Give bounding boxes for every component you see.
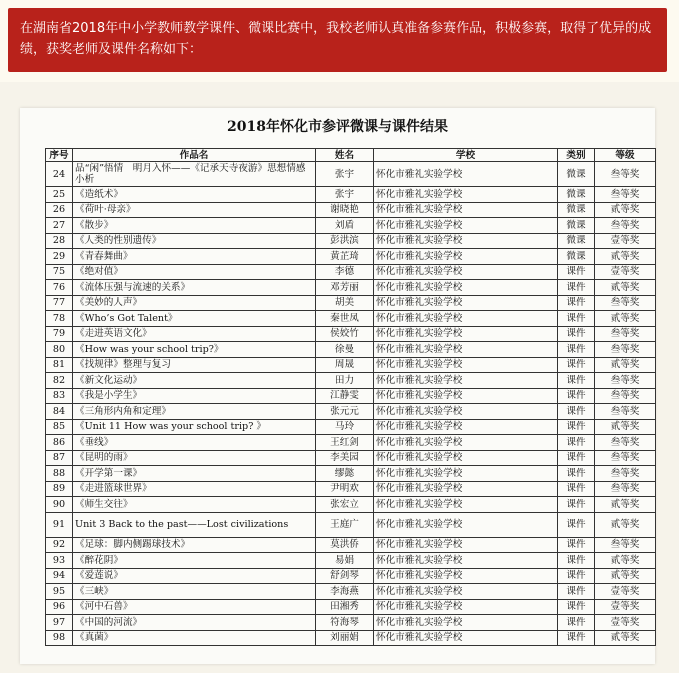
cell-school: 怀化市雅礼实验学校: [374, 280, 558, 296]
cell-grade: 叁等奖: [595, 481, 656, 497]
cell-no: 80: [46, 342, 73, 358]
cell-category: 课件: [558, 264, 595, 280]
cell-no: 91: [46, 512, 73, 537]
table-row: [46, 497, 656, 513]
cell-school: 怀化市雅礼实验学校: [374, 512, 558, 537]
cell-grade: 叁等奖: [595, 537, 656, 553]
cell-school: 怀化市雅礼实验学校: [374, 264, 558, 280]
table-row: [46, 450, 656, 466]
cell-name: 黄芷琦: [316, 249, 374, 265]
cell-name: 邓芳丽: [316, 280, 374, 296]
cell-no: 84: [46, 404, 73, 420]
cell-name: 莫洪侨: [316, 537, 374, 553]
cell-name: 李海燕: [316, 584, 374, 600]
table-row: [46, 630, 656, 646]
cell-name: 张元元: [316, 404, 374, 420]
announcement-banner: [8, 8, 667, 72]
cell-grade: 贰等奖: [595, 497, 656, 513]
cell-school: 怀化市雅礼实验学校: [374, 599, 558, 615]
cell-no: 86: [46, 435, 73, 451]
cell-title: 《爱莲说》: [73, 568, 316, 584]
cell-name: 李德: [316, 264, 374, 280]
cell-no: 92: [46, 537, 73, 553]
cell-title: 《How was your school trip?》: [73, 342, 316, 358]
cell-title: 《Unit 11 How was your school trip? 》: [73, 419, 316, 435]
cell-no: 88: [46, 466, 73, 482]
cell-name: 马玲: [316, 419, 374, 435]
cell-grade: 叁等奖: [595, 162, 656, 187]
cell-school: 怀化市雅礼实验学校: [374, 419, 558, 435]
cell-category: 课件: [558, 584, 595, 600]
cell-no: 85: [46, 419, 73, 435]
table-row: [46, 342, 656, 358]
document-photo: [20, 108, 655, 664]
cell-grade: 贰等奖: [595, 419, 656, 435]
table-row: [46, 419, 656, 435]
cell-grade: 贰等奖: [595, 311, 656, 327]
cell-school: 怀化市雅礼实验学校: [374, 497, 558, 513]
cell-category: 课件: [558, 450, 595, 466]
cell-no: 95: [46, 584, 73, 600]
cell-name: 符海琴: [316, 615, 374, 631]
cell-school: 怀化市雅礼实验学校: [374, 584, 558, 600]
cell-grade: 贰等奖: [595, 202, 656, 218]
cell-school: 怀化市雅礼实验学校: [374, 404, 558, 420]
table-row: [46, 568, 656, 584]
cell-grade: 壹等奖: [595, 615, 656, 631]
cell-school: 怀化市雅礼实验学校: [374, 295, 558, 311]
cell-category: 课件: [558, 280, 595, 296]
cell-name: 彭洪滨: [316, 233, 374, 249]
cell-grade: 叁等奖: [595, 218, 656, 234]
cell-grade: 叁等奖: [595, 373, 656, 389]
cell-school: 怀化市雅礼实验学校: [374, 388, 558, 404]
cell-title: 《走进英语文化》: [73, 326, 316, 342]
cell-name: 舒剑琴: [316, 568, 374, 584]
cell-grade: 贰等奖: [595, 568, 656, 584]
cell-name: 易娟: [316, 553, 374, 569]
cell-category: 课件: [558, 537, 595, 553]
cell-name: 王庭广: [316, 512, 374, 537]
table-row: [46, 466, 656, 482]
table-row: [46, 357, 656, 373]
cell-category: 课件: [558, 599, 595, 615]
cell-category: 微课: [558, 249, 595, 265]
table-row: [46, 553, 656, 569]
cell-category: 课件: [558, 295, 595, 311]
cell-category: 微课: [558, 218, 595, 234]
table-row: [46, 584, 656, 600]
cell-name: 周晟: [316, 357, 374, 373]
cell-no: 79: [46, 326, 73, 342]
cell-title: 《我是小学生》: [73, 388, 316, 404]
col-header-name: 姓名: [316, 149, 374, 162]
cell-category: 微课: [558, 233, 595, 249]
cell-grade: 壹等奖: [595, 599, 656, 615]
table-row: [46, 233, 656, 249]
cell-title: 品“闲”悟情 明月入怀——《记承天寺夜游》思想情感小析: [73, 162, 316, 187]
cell-name: 侯姣竹: [316, 326, 374, 342]
cell-school: 怀化市雅礼实验学校: [374, 553, 558, 569]
table-row: [46, 162, 656, 187]
cell-no: 28: [46, 233, 73, 249]
cell-school: 怀化市雅礼实验学校: [374, 435, 558, 451]
cell-title: 《师生交往》: [73, 497, 316, 513]
cell-title: 《荷叶·母亲》: [73, 202, 316, 218]
table-header-row: [46, 149, 656, 162]
cell-no: 27: [46, 218, 73, 234]
cell-grade: 壹等奖: [595, 233, 656, 249]
cell-category: 课件: [558, 311, 595, 327]
cell-no: 98: [46, 630, 73, 646]
cell-category: 课件: [558, 388, 595, 404]
cell-grade: 叁等奖: [595, 295, 656, 311]
cell-school: 怀化市雅礼实验学校: [374, 481, 558, 497]
table-row: [46, 249, 656, 265]
cell-name: 张宇: [316, 162, 374, 187]
cell-category: 课件: [558, 481, 595, 497]
cell-grade: 壹等奖: [595, 264, 656, 280]
cell-title: 《河中石兽》: [73, 599, 316, 615]
cell-no: 25: [46, 187, 73, 203]
cell-grade: 贰等奖: [595, 280, 656, 296]
cell-no: 82: [46, 373, 73, 389]
cell-title: 《昆明的雨》: [73, 450, 316, 466]
cell-name: 徐曼: [316, 342, 374, 358]
results-table: [45, 148, 656, 646]
cell-school: 怀化市雅礼实验学校: [374, 466, 558, 482]
cell-no: 81: [46, 357, 73, 373]
cell-school: 怀化市雅礼实验学校: [374, 630, 558, 646]
cell-name: 刘丽娟: [316, 630, 374, 646]
cell-no: 96: [46, 599, 73, 615]
cell-grade: 叁等奖: [595, 404, 656, 420]
cell-title: Unit 3 Back to the past——Lost civilizations: [73, 512, 316, 537]
table-row: [46, 187, 656, 203]
cell-school: 怀化市雅礼实验学校: [374, 187, 558, 203]
cell-category: 课件: [558, 419, 595, 435]
cell-no: 26: [46, 202, 73, 218]
cell-school: 怀化市雅礼实验学校: [374, 326, 558, 342]
table-row: [46, 599, 656, 615]
cell-no: 89: [46, 481, 73, 497]
cell-school: 怀化市雅礼实验学校: [374, 311, 558, 327]
cell-no: 93: [46, 553, 73, 569]
cell-no: 78: [46, 311, 73, 327]
cell-no: 77: [46, 295, 73, 311]
table-row: [46, 264, 656, 280]
cell-grade: 叁等奖: [595, 466, 656, 482]
cell-category: 微课: [558, 202, 595, 218]
cell-title: 《美妙的人声》: [73, 295, 316, 311]
cell-school: 怀化市雅礼实验学校: [374, 373, 558, 389]
table-row: [46, 218, 656, 234]
cell-category: 课件: [558, 512, 595, 537]
cell-name: 江静雯: [316, 388, 374, 404]
cell-no: 76: [46, 280, 73, 296]
table-row: [46, 311, 656, 327]
cell-grade: 贰等奖: [595, 249, 656, 265]
cell-title: 《散步》: [73, 218, 316, 234]
cell-name: 张宏立: [316, 497, 374, 513]
cell-name: 胡美: [316, 295, 374, 311]
table-row: [46, 388, 656, 404]
cell-category: 课件: [558, 615, 595, 631]
cell-name: 田力: [316, 373, 374, 389]
cell-title: 《新文化运动》: [73, 373, 316, 389]
table-row: [46, 404, 656, 420]
cell-title: 《足球：脚内侧踢球技术》: [73, 537, 316, 553]
cell-no: 90: [46, 497, 73, 513]
cell-school: 怀化市雅礼实验学校: [374, 162, 558, 187]
document-title: 2018年怀化市参评微课与课件结果: [227, 119, 448, 135]
cell-title: 《醉花阴》: [73, 553, 316, 569]
cell-category: 课件: [558, 553, 595, 569]
cell-category: 课件: [558, 497, 595, 513]
cell-name: 缪懿: [316, 466, 374, 482]
cell-grade: 叁等奖: [595, 388, 656, 404]
cell-category: 课件: [558, 404, 595, 420]
cell-name: 李美园: [316, 450, 374, 466]
cell-title: 《人类的性别遗传》: [73, 233, 316, 249]
cell-grade: 叁等奖: [595, 187, 656, 203]
cell-grade: 贰等奖: [595, 630, 656, 646]
cell-no: 24: [46, 162, 73, 187]
cell-title: 《开学第一课》: [73, 466, 316, 482]
cell-name: 尹明欢: [316, 481, 374, 497]
cell-school: 怀化市雅礼实验学校: [374, 568, 558, 584]
cell-category: 课件: [558, 342, 595, 358]
cell-name: 田湘秀: [316, 599, 374, 615]
table-row: [46, 537, 656, 553]
cell-title: 《造纸术》: [73, 187, 316, 203]
cell-no: 97: [46, 615, 73, 631]
cell-category: 课件: [558, 435, 595, 451]
col-header-title: 作品名: [73, 149, 316, 162]
cell-category: 课件: [558, 373, 595, 389]
cell-grade: 叁等奖: [595, 450, 656, 466]
cell-grade: 叁等奖: [595, 342, 656, 358]
cell-title: 《三角形内角和定理》: [73, 404, 316, 420]
cell-name: 张宇: [316, 187, 374, 203]
cell-no: 83: [46, 388, 73, 404]
table-row: [46, 615, 656, 631]
table-row: [46, 373, 656, 389]
table-row: [46, 202, 656, 218]
cell-school: 怀化市雅礼实验学校: [374, 615, 558, 631]
cell-grade: 贰等奖: [595, 357, 656, 373]
cell-no: 87: [46, 450, 73, 466]
cell-school: 怀化市雅礼实验学校: [374, 450, 558, 466]
col-header-category: 类别: [558, 149, 595, 162]
table-row: [46, 512, 656, 537]
cell-title: 《三峡》: [73, 584, 316, 600]
cell-title: 《青春舞曲》: [73, 249, 316, 265]
cell-title: 《Who’s Got Talent》: [73, 311, 316, 327]
cell-grade: 叁等奖: [595, 326, 656, 342]
cell-title: 《流体压强与流速的关系》: [73, 280, 316, 296]
table-row: [46, 326, 656, 342]
col-header-no: 序号: [46, 149, 73, 162]
cell-name: 秦世凤: [316, 311, 374, 327]
table-row: [46, 481, 656, 497]
col-header-school: 学校: [374, 149, 558, 162]
cell-name: 王红剑: [316, 435, 374, 451]
cell-school: 怀化市雅礼实验学校: [374, 357, 558, 373]
cell-name: 谢晓艳: [316, 202, 374, 218]
cell-category: 课件: [558, 357, 595, 373]
cell-category: 课件: [558, 466, 595, 482]
cell-title: 《真菌》: [73, 630, 316, 646]
cell-category: 微课: [558, 162, 595, 187]
cell-school: 怀化市雅礼实验学校: [374, 218, 558, 234]
cell-school: 怀化市雅礼实验学校: [374, 233, 558, 249]
cell-grade: 贰等奖: [595, 512, 656, 537]
cell-no: 29: [46, 249, 73, 265]
cell-grade: 壹等奖: [595, 584, 656, 600]
col-header-grade: 等级: [595, 149, 656, 162]
table-row: [46, 435, 656, 451]
cell-title: 《绝对值》: [73, 264, 316, 280]
cell-school: 怀化市雅礼实验学校: [374, 249, 558, 265]
cell-category: 课件: [558, 326, 595, 342]
cell-title: 《走进篮球世界》: [73, 481, 316, 497]
cell-no: 75: [46, 264, 73, 280]
cell-category: 微课: [558, 187, 595, 203]
cell-school: 怀化市雅礼实验学校: [374, 537, 558, 553]
cell-school: 怀化市雅礼实验学校: [374, 342, 558, 358]
table-row: [46, 280, 656, 296]
cell-category: 课件: [558, 568, 595, 584]
cell-title: 《垂线》: [73, 435, 316, 451]
cell-grade: 贰等奖: [595, 553, 656, 569]
cell-name: 刘盾: [316, 218, 374, 234]
announcement-text: 在湖南省2018年中小学教师教学课件、微课比赛中，我校老师认真准备参赛作品，积极参赛，取得了优异的成绩，获奖老师及课件名称如下：: [20, 21, 652, 57]
cell-grade: 叁等奖: [595, 435, 656, 451]
cell-school: 怀化市雅礼实验学校: [374, 202, 558, 218]
cell-category: 课件: [558, 630, 595, 646]
cell-no: 94: [46, 568, 73, 584]
table-row: [46, 295, 656, 311]
cell-title: 《找规律》整理与复习: [73, 357, 316, 373]
cell-title: 《中国的河流》: [73, 615, 316, 631]
